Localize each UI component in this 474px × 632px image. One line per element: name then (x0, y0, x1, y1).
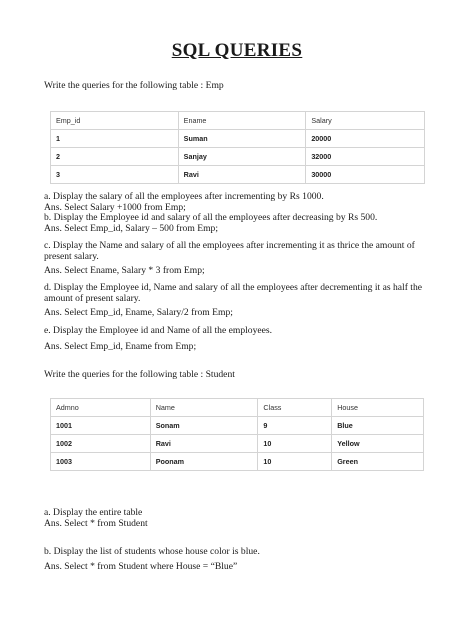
column-header: House (332, 399, 424, 417)
table-row (51, 417, 424, 435)
question-a: a. Display the salary of all the employees after incrementing by Rs 1000. (44, 191, 324, 202)
table-cell: 9 (258, 417, 332, 435)
table-row (51, 435, 424, 453)
answer-a: Ans. Select Salary +1000 from Emp; (44, 202, 186, 213)
table-row (51, 453, 424, 471)
column-header: Ename (178, 112, 306, 130)
table-cell: Ravi (178, 166, 306, 184)
emp-table (50, 111, 425, 184)
table-cell: Ravi (150, 435, 258, 453)
table-cell: 10 (258, 453, 332, 471)
answer-b: Ans. Select Emp_id, Salary – 500 from Emp; (44, 223, 218, 234)
section1-intro: Write the queries for the following table : Emp (44, 80, 224, 91)
student-table (50, 398, 424, 471)
student-question-a: a. Display the entire table (44, 507, 143, 518)
table-header-row (51, 112, 425, 130)
answer-e: Ans. Select Emp_id, Ename from Emp; (44, 341, 197, 352)
student-answer-a: Ans. Select * from Student (44, 518, 148, 529)
table-cell: 1003 (51, 453, 151, 471)
student-question-b: b. Display the list of students whose house color is blue. (44, 546, 260, 557)
column-header: Class (258, 399, 332, 417)
question-e: e. Display the Employee id and Name of all the employees. (44, 325, 273, 336)
table-row (51, 148, 425, 166)
table-cell: 20000 (306, 130, 425, 148)
table-cell: Suman (178, 130, 306, 148)
table-cell: Sanjay (178, 148, 306, 166)
page-title: SQL QUERIES (171, 40, 303, 61)
column-header: Admno (51, 399, 151, 417)
table-cell: Yellow (332, 435, 424, 453)
answer-c: Ans. Select Ename, Salary * 3 from Emp; (44, 265, 205, 276)
table-cell: 30000 (306, 166, 425, 184)
column-header: Salary (306, 112, 425, 130)
question-c: c. Display the Name and salary of all the employees after incrementing it as thrice the amount of present salary. (44, 240, 415, 262)
column-header: Name (150, 399, 258, 417)
table-cell: 1001 (51, 417, 151, 435)
table-cell: 3 (51, 166, 179, 184)
question-b: b. Display the Employee id and salary of all the employees after decreasing by Rs 500. (44, 212, 378, 223)
answer-d: Ans. Select Emp_id, Ename, Salary/2 from Emp; (44, 307, 233, 318)
table-row (51, 130, 425, 148)
table-cell: Poonam (150, 453, 258, 471)
table-header-row (51, 399, 424, 417)
table-cell: Sonam (150, 417, 258, 435)
section2-intro: Write the queries for the following table : Student (44, 369, 235, 380)
table-cell: 32000 (306, 148, 425, 166)
question-d: d. Display the Employee id, Name and salary of all the employees after decrementing it as half the amount of present salary. (44, 282, 423, 304)
table-cell: 2 (51, 148, 179, 166)
student-answer-b: Ans. Select * from Student where House = “Blue” (44, 561, 238, 572)
table-cell: Green (332, 453, 424, 471)
table-row (51, 166, 425, 184)
column-header: Emp_id (51, 112, 179, 130)
table-cell: 1002 (51, 435, 151, 453)
table-cell: 1 (51, 130, 179, 148)
table-cell: Blue (332, 417, 424, 435)
table-cell: 10 (258, 435, 332, 453)
